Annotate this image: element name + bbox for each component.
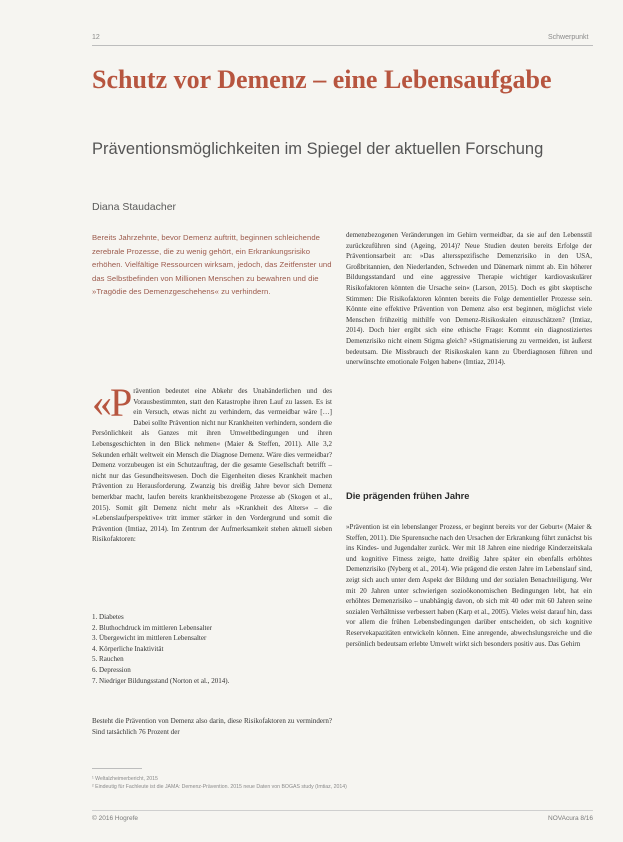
drop-cap: «P [92,380,131,425]
footer-copyright: © 2016 Hogrefe [92,815,138,822]
list-item: 7. Niedriger Bildungsstand (Norton et al., 2014). [92,676,230,685]
column-left-outro [92,716,332,737]
list-item: 6. Depression [92,665,131,674]
intro-paragraph: rävention bedeutet eine Abkehr des Unabänderlichen und des Vorausbestimmten, statt den Katastrophe ihren Lauf zu lassen. Es ist ein Versuch, etwas nicht zu verhindern, das vermeidbar wäre […] Dabei sollte Prävention nicht nur Krankheiten verhindern, sondern die Persönlichkeit als Ganzes mit ihren Umweltbedingungen und ihren Lebensgeschichten in den Blick nehmen« (Maier & Steffen, 2011). Alle 3,2 Sekunden erhält weltweit ein Mensch die Diagnose Demenz. Wäre dies vermeidbar? Demenz vorzubeugen ist ein Schutzauftrag, der die gesamte Gesellschaft betrifft – nicht nur das Gesundheitswesen. Doch die Eigenheiten dieses Krankheit machen Prävention zu Herausforderung. Zwanzig bis dreißig Jahre bevor sich Demenz bemerkbar macht, laufen bereits krankheitsbezogene Prozesse ab (Skogen et al., 2015). Somit gilt Demenz nicht mehr als »Krankheit des Alters« – die »Lebenslaufperspektive« tritt immer stärker in den Vordergrund und somit die Prävention (Imtiaz, 2014). Im Zentrum der Aufmerksamkeit stehen aktuell sieben Risikofaktoren: [92,387,332,544]
bottom-rule [92,810,593,811]
body-paragraph: demenzbezogenen Veränderungen im Gehirn vermeidbar, da sie auf den Lebensstil zurückzuführen sind (Ageing, 2014)? Neue Studien deuten bereits Erfolge der Präventionsarbeit an: »Das altersspezifische Demenzrisiko in den USA, Großbritannien, den Niederlanden, Schweden und Dänemark nimmt ab. Ein höherer Bildungsstandard und eine aggressive Therapie wichtiger kardiovaskulärer Risikofaktoren könnten die Ursache sein« (Larson, 2015). Doch es gibt skeptische Stimmen: Die Risikofaktoren könnten bereits die Folge dementieller Prozesse sein. Könnte eine effektive Prävention von Demenz also erst beginnen, möglichst viele Menschen frühzeitig mithilfe von Demenz-Risikoskalen einzuschätzen? (Imtiaz, 2014). Doch hier ergibt sich eine ethische Frage: Kommt ein diagnostiziertes Demenzrisiko nicht einem Stigma gleich? »Stigmatisierung zu vermeiden, ist äußerst bedeutsam. Die Missbrauch der Risikoskalen kann zu Überdiagnosen führen und unerwünschte emotionale Folgen haben« (Imtiaz, 2014). [346,231,592,367]
section-heading: Die prägenden frühen Jahre [346,491,470,501]
footnote-rule [92,768,142,769]
list-item: 5. Rauchen [92,655,124,664]
list-item: 3. Übergewicht im mittleren Lebensalter [92,634,207,643]
footer-journal: NOVAcura 8/16 [548,815,594,822]
column-left-intro [92,380,332,545]
page-number: 12 [92,34,100,41]
lead-paragraph: Bereits Jahrzehnte, bevor Demenz auftritt, beginnen schleichende zerebrale Prozesse, die zu wenig gehört, ein Erkrankungsrisiko erhöhen. Vielfältige Ressourcen wirksam, jedoch, das Zeitfenster und das Selbstbefinden von Millionen Menschen zu bewahren und die »Tragödie des Demenzgeschehens« zu verhindern. [92,233,332,297]
footnote: ¹ Weltalzheimerbericht, 2015 [92,776,158,782]
author-name: Diana Staudacher [92,201,177,213]
list-item: 1. Diabetes [92,613,124,621]
column-right-bottom [346,522,592,649]
footnote: ² Eindeutig für Fachleute ist die JAMA: Demenz-Prävention. 2015 neue Daten von BOGAS study (Imtiaz, 2014) [92,784,347,790]
risk-factor-list [92,612,332,686]
top-rule [92,45,593,46]
article-title: Schutz vor Demenz – eine Lebensaufgabe [92,65,552,94]
section-rubric: Schwerpunkt [548,34,589,41]
outro-paragraph: Besteht die Prävention von Demenz also darin, diese Risikofaktoren zu vermindern? Sind tatsächlich 76 Prozent der [92,717,332,736]
body-paragraph: »Prävention ist ein lebenslanger Prozess, er beginnt bereits vor der Geburt« (Maier & Steffen, 2011). Die Spurensuche nach den Ursachen der Erkrankung führt zunächst bis ins Kindes- und Jugendalter zurück. Wer mit 18 Jahren eine niedrige Kinderzeitskala und kognitive Fitness zeigte, hatte dreißig Jahre später ein ebenfalls erhöhtes Demenzrisiko (Nyberg et al., 2014). Wie prägend die ersten Jahre im Lebenslauf sind, zeigt sich auch unter dem Aspekt der Bildung und der sozialen Benachteiligung. Wer mit 20 Jahren unter schwierigen sozioökonomischen Bedingungen lebt, hat ein erhöhtes Demenzrisiko – unabhängig davon, ob sich mit 40 oder mit 60 Jahren seine sozialen Verhältnisse verbessert haben (Karp et al., 2005). Vieles weist darauf hin, dass vor allem die frühen Lebensbedingungen darüber entscheiden, ob sich kognitive Reservekapazitäten entwickeln können. Eine anregende, abwechslungsreiche und die persönlich bedeutsam erlebte Umwelt wirkt sich besonders positiv aus. Das Gehirn [346,523,592,648]
article-subtitle: Präventionsmöglichkeiten im Spiegel der aktuellen Forschung [92,140,544,158]
column-right-top [346,230,592,368]
list-item: 4. Körperliche Inaktivität [92,644,164,653]
list-item: 2. Bluthochdruck im mittleren Lebensalter [92,623,212,632]
